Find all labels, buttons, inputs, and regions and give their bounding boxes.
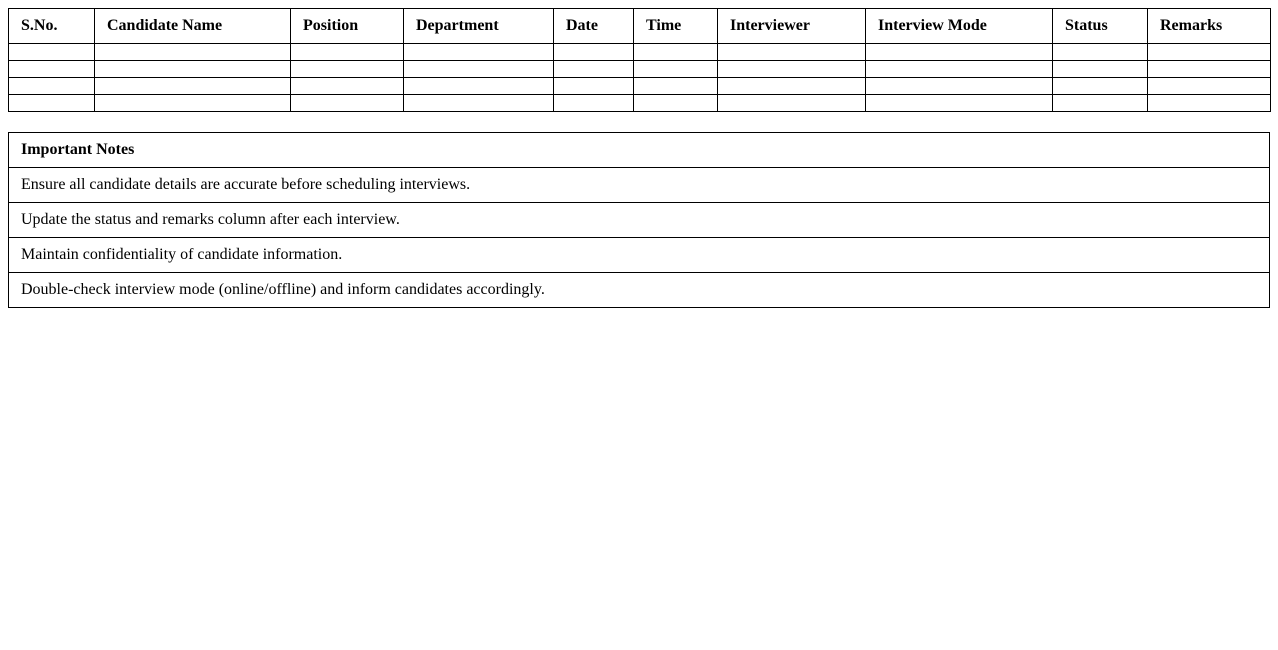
note-item: Ensure all candidate details are accurate before scheduling interviews. bbox=[9, 168, 1270, 203]
table-cell[interactable] bbox=[95, 61, 291, 78]
note-item: Double-check interview mode (online/offline) and inform candidates accordingly. bbox=[9, 273, 1270, 308]
notes-heading: Important Notes bbox=[9, 133, 1270, 168]
table-cell[interactable] bbox=[1053, 95, 1148, 112]
column-header-status: Status bbox=[1053, 9, 1148, 44]
table-cell[interactable] bbox=[9, 78, 95, 95]
table-cell[interactable] bbox=[554, 78, 634, 95]
table-header-row bbox=[9, 9, 1271, 44]
table-cell[interactable] bbox=[634, 61, 718, 78]
note-item: Update the status and remarks column after each interview. bbox=[9, 203, 1270, 238]
table-cell[interactable] bbox=[718, 44, 866, 61]
column-header-time: Time bbox=[634, 9, 718, 44]
table-cell[interactable] bbox=[866, 44, 1053, 61]
interview-schedule-table bbox=[8, 8, 1271, 112]
table-cell[interactable] bbox=[866, 78, 1053, 95]
column-header-department: Department bbox=[404, 9, 554, 44]
table-cell[interactable] bbox=[9, 44, 95, 61]
column-header-interviewer: Interviewer bbox=[718, 9, 866, 44]
note-item: Maintain confidentiality of candidate information. bbox=[9, 238, 1270, 273]
note-row bbox=[9, 238, 1270, 273]
important-notes-table bbox=[8, 132, 1270, 308]
column-header-interview-mode: Interview Mode bbox=[866, 9, 1053, 44]
table-cell[interactable] bbox=[404, 95, 554, 112]
table-row bbox=[9, 95, 1271, 112]
table-cell[interactable] bbox=[554, 44, 634, 61]
table-cell[interactable] bbox=[291, 78, 404, 95]
table-cell[interactable] bbox=[634, 44, 718, 61]
table-row bbox=[9, 44, 1271, 61]
column-header-sno: S.No. bbox=[9, 9, 95, 44]
table-row bbox=[9, 61, 1271, 78]
notes-heading-row bbox=[9, 133, 1270, 168]
table-cell[interactable] bbox=[1148, 95, 1271, 112]
table-cell[interactable] bbox=[554, 95, 634, 112]
table-cell[interactable] bbox=[1053, 61, 1148, 78]
table-cell[interactable] bbox=[866, 95, 1053, 112]
table-cell[interactable] bbox=[404, 61, 554, 78]
table-cell[interactable] bbox=[291, 61, 404, 78]
column-header-candidate-name: Candidate Name bbox=[95, 9, 291, 44]
column-header-position: Position bbox=[291, 9, 404, 44]
note-row bbox=[9, 203, 1270, 238]
table-cell[interactable] bbox=[1053, 78, 1148, 95]
table-cell[interactable] bbox=[1148, 61, 1271, 78]
table-body bbox=[9, 44, 1271, 112]
table-cell[interactable] bbox=[634, 78, 718, 95]
table-cell[interactable] bbox=[718, 78, 866, 95]
table-cell[interactable] bbox=[291, 95, 404, 112]
note-row bbox=[9, 168, 1270, 203]
table-cell[interactable] bbox=[1148, 44, 1271, 61]
table-cell[interactable] bbox=[554, 61, 634, 78]
table-cell[interactable] bbox=[718, 61, 866, 78]
column-header-remarks: Remarks bbox=[1148, 9, 1271, 44]
table-cell[interactable] bbox=[95, 78, 291, 95]
table-cell[interactable] bbox=[9, 95, 95, 112]
table-row bbox=[9, 78, 1271, 95]
table-cell[interactable] bbox=[95, 44, 291, 61]
note-row bbox=[9, 273, 1270, 308]
table-cell[interactable] bbox=[9, 61, 95, 78]
table-cell[interactable] bbox=[291, 44, 404, 61]
table-cell[interactable] bbox=[866, 61, 1053, 78]
table-cell[interactable] bbox=[1053, 44, 1148, 61]
document-page bbox=[8, 8, 1270, 308]
table-cell[interactable] bbox=[95, 95, 291, 112]
column-header-date: Date bbox=[554, 9, 634, 44]
table-cell[interactable] bbox=[634, 95, 718, 112]
table-cell[interactable] bbox=[404, 78, 554, 95]
table-cell[interactable] bbox=[404, 44, 554, 61]
table-cell[interactable] bbox=[1148, 78, 1271, 95]
table-cell[interactable] bbox=[718, 95, 866, 112]
